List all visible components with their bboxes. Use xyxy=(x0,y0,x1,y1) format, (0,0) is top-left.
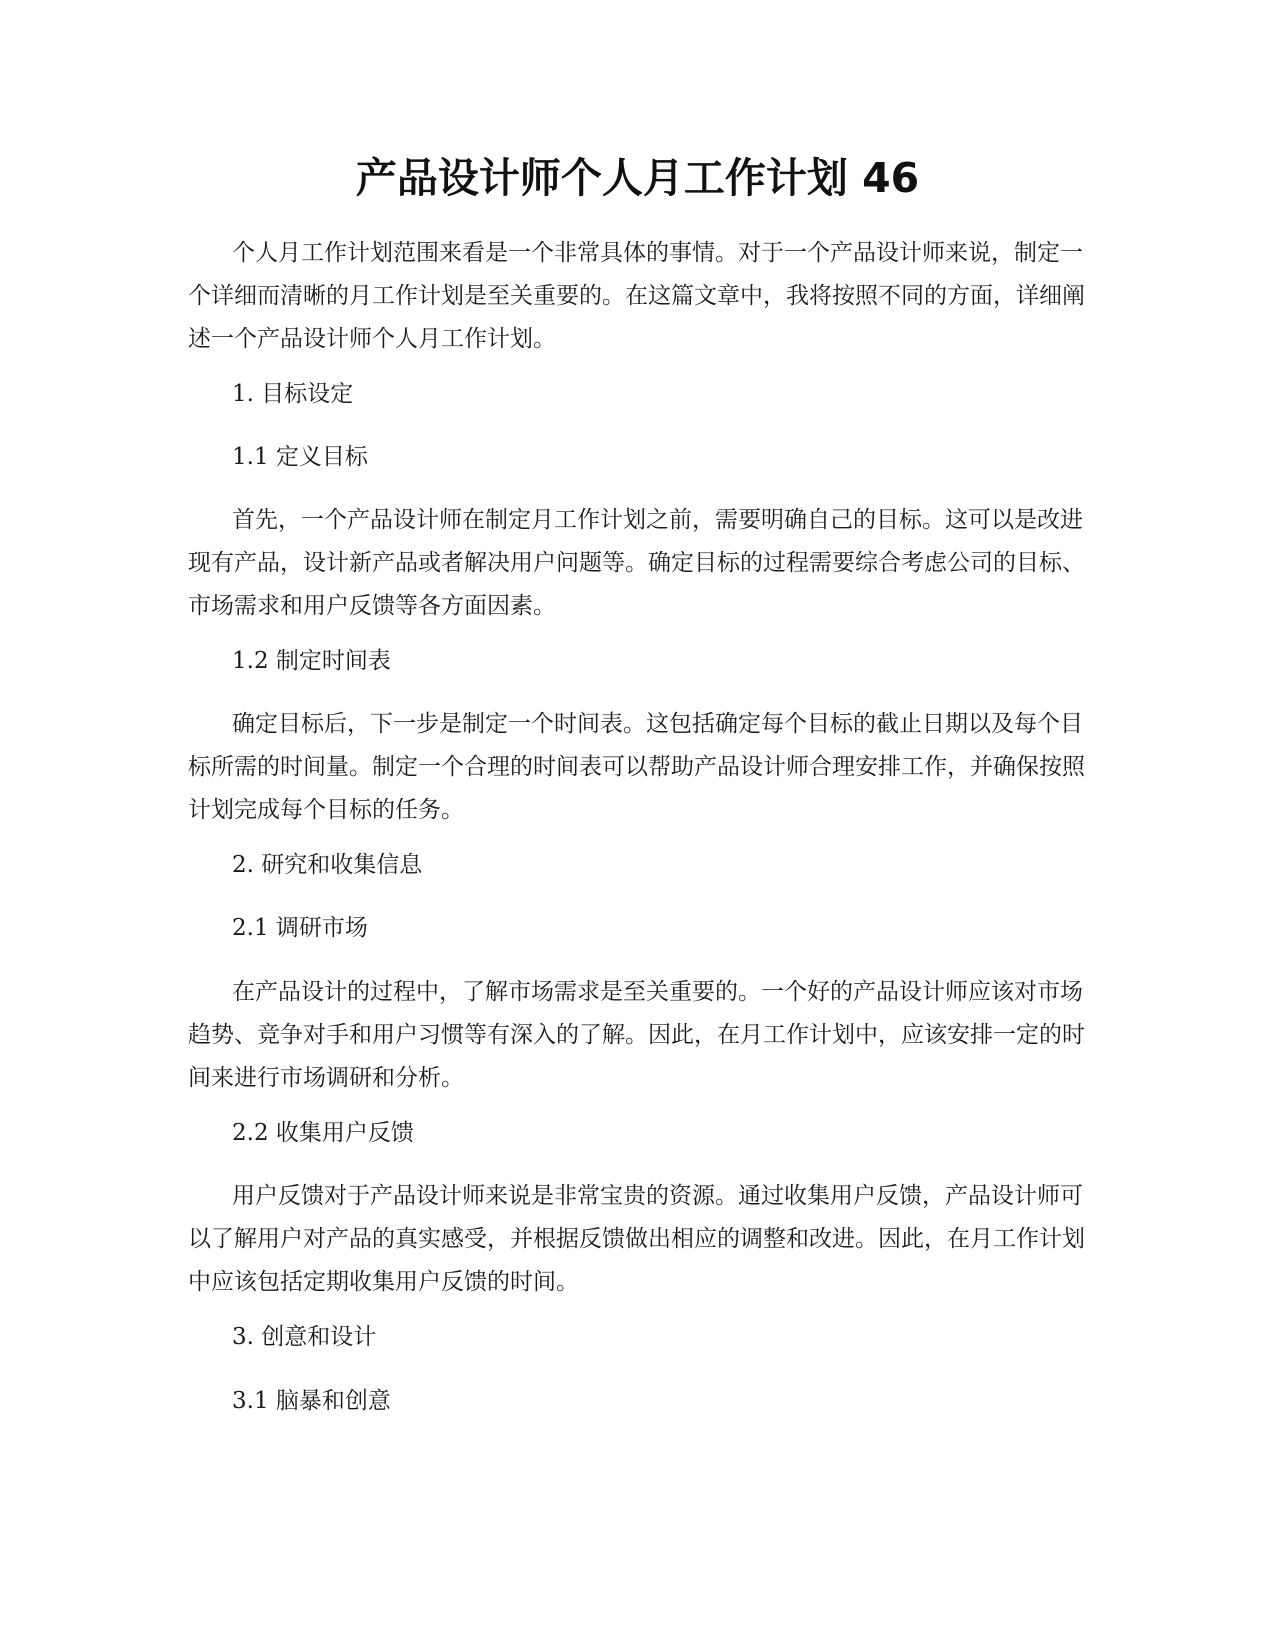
subsection-heading-user-feedback: 2.2 收集用户反馈 xyxy=(232,1120,414,1146)
paragraph-timeline: 确定目标后，下一步是制定一个时间表。这包括确定每个目标的截止日期以及每个目标所需的时间量。制定一个合理的时间表可以帮助产品设计师合理安排工作，并确保按照计划完成每个目标的任务。 xyxy=(188,711,1085,823)
subsection-heading-market-research: 2.1 调研市场 xyxy=(232,915,368,941)
paragraph-market-research: 在产品设计的过程中，了解市场需求是至关重要的。一个好的产品设计师应该对市场趋势、竞争对手和用户习惯等有深入的了解。因此，在月工作计划中，应该安排一定的时间来进行市场调研和分析。 xyxy=(188,979,1085,1091)
page-title: 产品设计师个人月工作计划 46 xyxy=(355,154,920,202)
paragraph-user-feedback: 用户反馈对于产品设计师来说是非常宝贵的资源。通过收集用户反馈，产品设计师可以了解用户对产品的真实感受，并根据反馈做出相应的调整和改进。因此，在月工作计划中应该包括定期收集用户反馈的时间。 xyxy=(188,1183,1085,1295)
section-heading-research: 2. 研究和收集信息 xyxy=(232,852,423,878)
subsection-heading-timeline: 1.2 制定时间表 xyxy=(232,648,391,674)
subsection-heading-brainstorm: 3.1 脑暴和创意 xyxy=(232,1388,391,1414)
paragraph-define-goals: 首先，一个产品设计师在制定月工作计划之前，需要明确自己的目标。这可以是改进现有产品，设计新产品或者解决用户问题等。确定目标的过程需要综合考虑公司的目标、市场需求和用户反馈等各方面因素。 xyxy=(188,507,1085,619)
section-heading-creativity-design: 3. 创意和设计 xyxy=(232,1324,377,1350)
subsection-heading-define-goals: 1.1 定义目标 xyxy=(232,444,368,470)
intro-paragraph: 个人月工作计划范围来看是一个非常具体的事情。对于一个产品设计师来说，制定一个详细而清晰的月工作计划是至关重要的。在这篇文章中，我将按照不同的方面，详细阐述一个产品设计师个人月工作计划。 xyxy=(188,240,1085,352)
section-heading-goal-setting: 1. 目标设定 xyxy=(232,381,354,407)
